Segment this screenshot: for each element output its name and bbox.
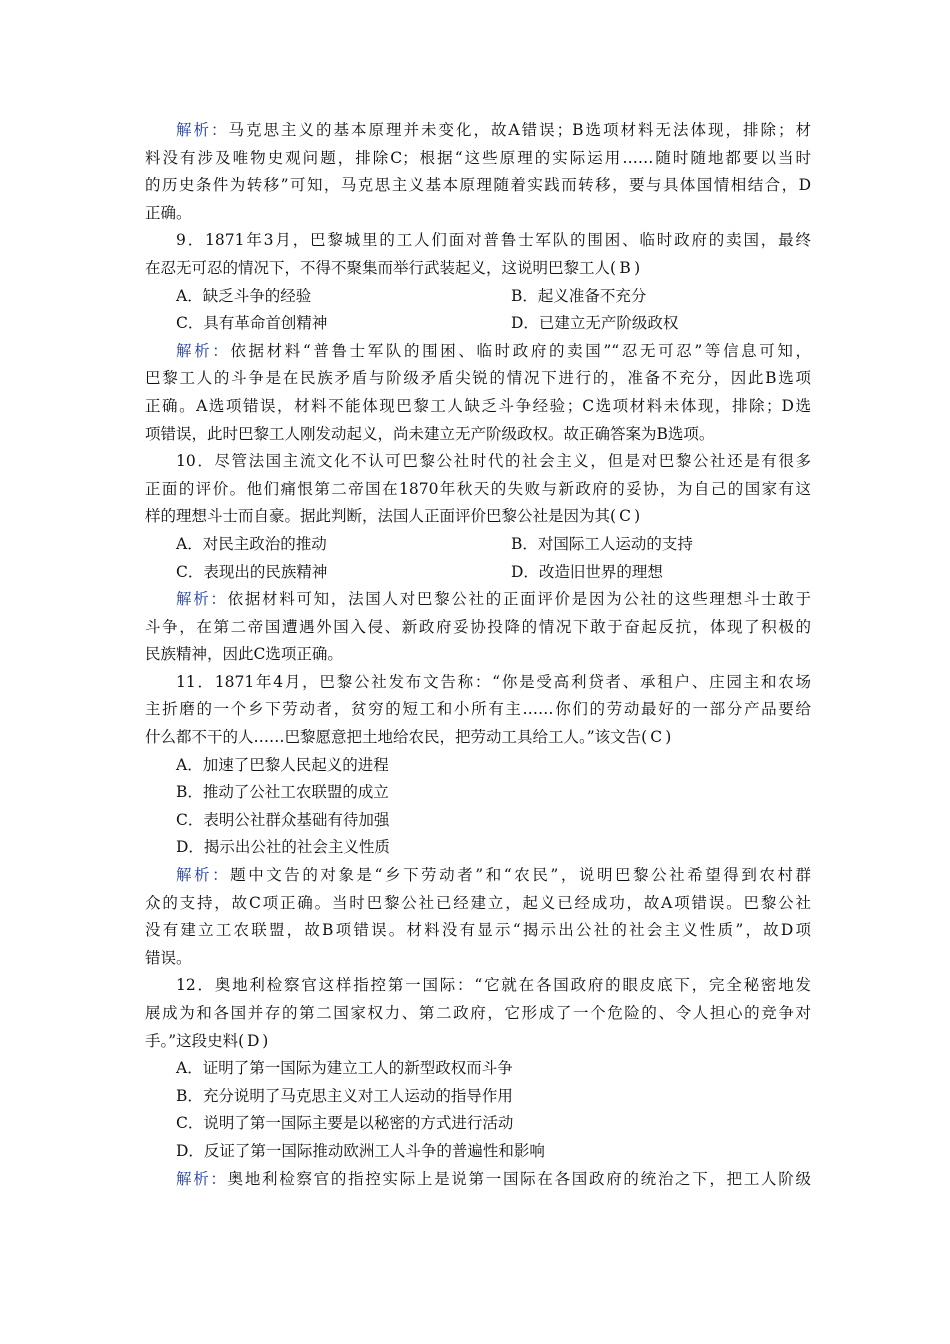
question-11-stem: 主折磨的一个乡下劳动者，贫穷的短工和小所有主……你们的劳动最好的一部分产品要给 (145, 700, 811, 719)
question-9-stem: 9．1871年3月，巴黎城里的工人们面对普鲁士军队的围困、临时政府的卖国，最终 (176, 231, 811, 250)
document-page (145, 117, 811, 1193)
analysis-label: 解析： (176, 590, 228, 609)
analysis-line: 解析：马克思主义的基本原理并未变化，故A错误；B选项材料无法体现，排除；材 (176, 121, 811, 139)
option-d: D．已建立无产阶级政权 (511, 314, 679, 333)
analysis-line: 项错误，此时巴黎工人刚发动起义，尚未建立无产阶级政权。故正确答案为B选项。 (145, 424, 715, 443)
question-11-stem: 11．1871年4月，巴黎公社发布文告称：“你是受高利贷者、承租户、庄园主和农场 (176, 672, 811, 691)
analysis-line: 的历史条件为转移”可知，马克思主义基本原理随着实践而转移，要与具体国情相结合，D (145, 176, 811, 195)
question-11-stem: 什么都不干的人……巴黎愿意把土地给农民，把劳动工具给工人。”该文告( C ) (145, 724, 811, 752)
analysis-line: 巴黎工人的斗争是在民族矛盾与阶级矛盾尖锐的情况下进行的，准备不充分，因此B选项 (145, 369, 811, 388)
analysis-line: 众的支持，故C项正确。当时巴黎公社已经建立，起义已经成功，故A项错误。巴黎公社 (145, 893, 811, 912)
option-c: C．说明了第一国际主要是以秘密的方式进行活动 (176, 1114, 514, 1133)
answer-mark: D (247, 1031, 260, 1050)
option-c: C．具有革命首创精神 (176, 314, 328, 333)
option-a: A．证明了第一国际为建立工人的新型政权而斗争 (176, 1059, 513, 1078)
analysis-line: 解析：题中文告的对象是“乡下劳动者”和“农民”，说明巴黎公社希望得到农村群 (176, 866, 811, 885)
question-9-options (145, 310, 811, 338)
analysis-label: 解析： (176, 1169, 228, 1188)
answer-mark: B (619, 258, 631, 277)
analysis-line: 民族精神，因此C选项正确。 (145, 645, 343, 664)
option-b: B．充分说明了马克思主义对工人运动的指导作用 (176, 1086, 513, 1105)
analysis-line: 斗争，在第二帝国遭遇外国入侵、新政府妥协投降的情况下敢于奋起反抗，体现了积极的 (145, 617, 811, 636)
question-12-stem: 手。”这段史料( D ) (145, 1028, 811, 1056)
option-b: B．推动了公社工农联盟的成立 (176, 783, 389, 802)
option-c: C．表现出的民族精神 (176, 562, 328, 581)
question-12-stem: 12．奥地利检察官这样指控第一国际：“它就在各国政府的眼皮底下，完全秘密地发 (176, 976, 811, 995)
option-d: D．揭示出公社的社会主义性质 (176, 838, 390, 857)
option-a: A．缺乏斗争的经验 (176, 286, 312, 305)
analysis-line: 正确。A选项错误，材料不能体现巴黎工人缺乏斗争经验；C选项材料未体现，排除；D选 (145, 396, 811, 415)
answer-mark: C (619, 507, 631, 526)
option-c: C．表明公社群众基础有待加强 (176, 810, 390, 829)
analysis-label: 解析： (176, 341, 231, 360)
question-10-options (145, 531, 811, 559)
question-10-stem: 正面的评价。他们痛恨第二帝国在1870年秋天的失败与新政府的妥协，为自己的国家有这 (145, 479, 811, 498)
option-d: D．反证了第一国际推动欧洲工人斗争的普遍性和影响 (176, 1141, 545, 1160)
answer-mark: C (650, 728, 663, 747)
option-d: D．改造旧世界的理想 (511, 562, 663, 581)
analysis-line: 解析：奥地利检察官的指控实际上是说第一国际在各国政府的统治之下，把工人阶级 (176, 1169, 811, 1188)
analysis-line: 没有建立工农联盟，故B项错误。材料没有显示“揭示出公社的社会主义性质”，故D项 (145, 921, 811, 940)
question-9-stem: 在忍无可忍的情况下，不得不聚集而举行武装起义，这说明巴黎工人( B ) (145, 255, 811, 283)
question-12-stem: 展成为和各国并存的第二国家权力、第二政府，它形成了一个危险的、令人担心的竞争对 (145, 1004, 811, 1022)
analysis-label: 解析： (176, 866, 231, 885)
analysis-line: 解析：依据材料可知，法国人对巴黎公社的正面评价是因为公社的这些理想斗士敢于 (176, 590, 811, 609)
analysis-line: 错误。 (145, 948, 192, 967)
analysis-line: 料没有涉及唯物史观问题，排除C；根据“这些原理的实际运用……随时随地都要以当时 (145, 148, 811, 167)
option-b: B．对国际工人运动的支持 (511, 534, 693, 553)
analysis-line: 解析：依据材料“普鲁士军队的围困、临时政府的卖国”“忍无可忍”等信息可知， (176, 341, 811, 360)
option-b: B．起义准备不充分 (511, 286, 647, 305)
question-10-stem: 样的理想斗士而自豪。据此判断，法国人正面评价巴黎公社是因为其( C ) (145, 503, 811, 531)
question-10-stem: 10．尽管法国主流文化不认可巴黎公社时代的社会主义，但是对巴黎公社还是有很多 (176, 452, 811, 471)
analysis-label: 解析： (176, 121, 229, 139)
analysis-line: 正确。 (145, 203, 192, 222)
option-a: A．对民主政治的推动 (176, 534, 327, 553)
question-10-options (145, 559, 811, 587)
question-9-options (145, 283, 811, 311)
option-a: A．加速了巴黎人民起义的进程 (176, 755, 389, 774)
